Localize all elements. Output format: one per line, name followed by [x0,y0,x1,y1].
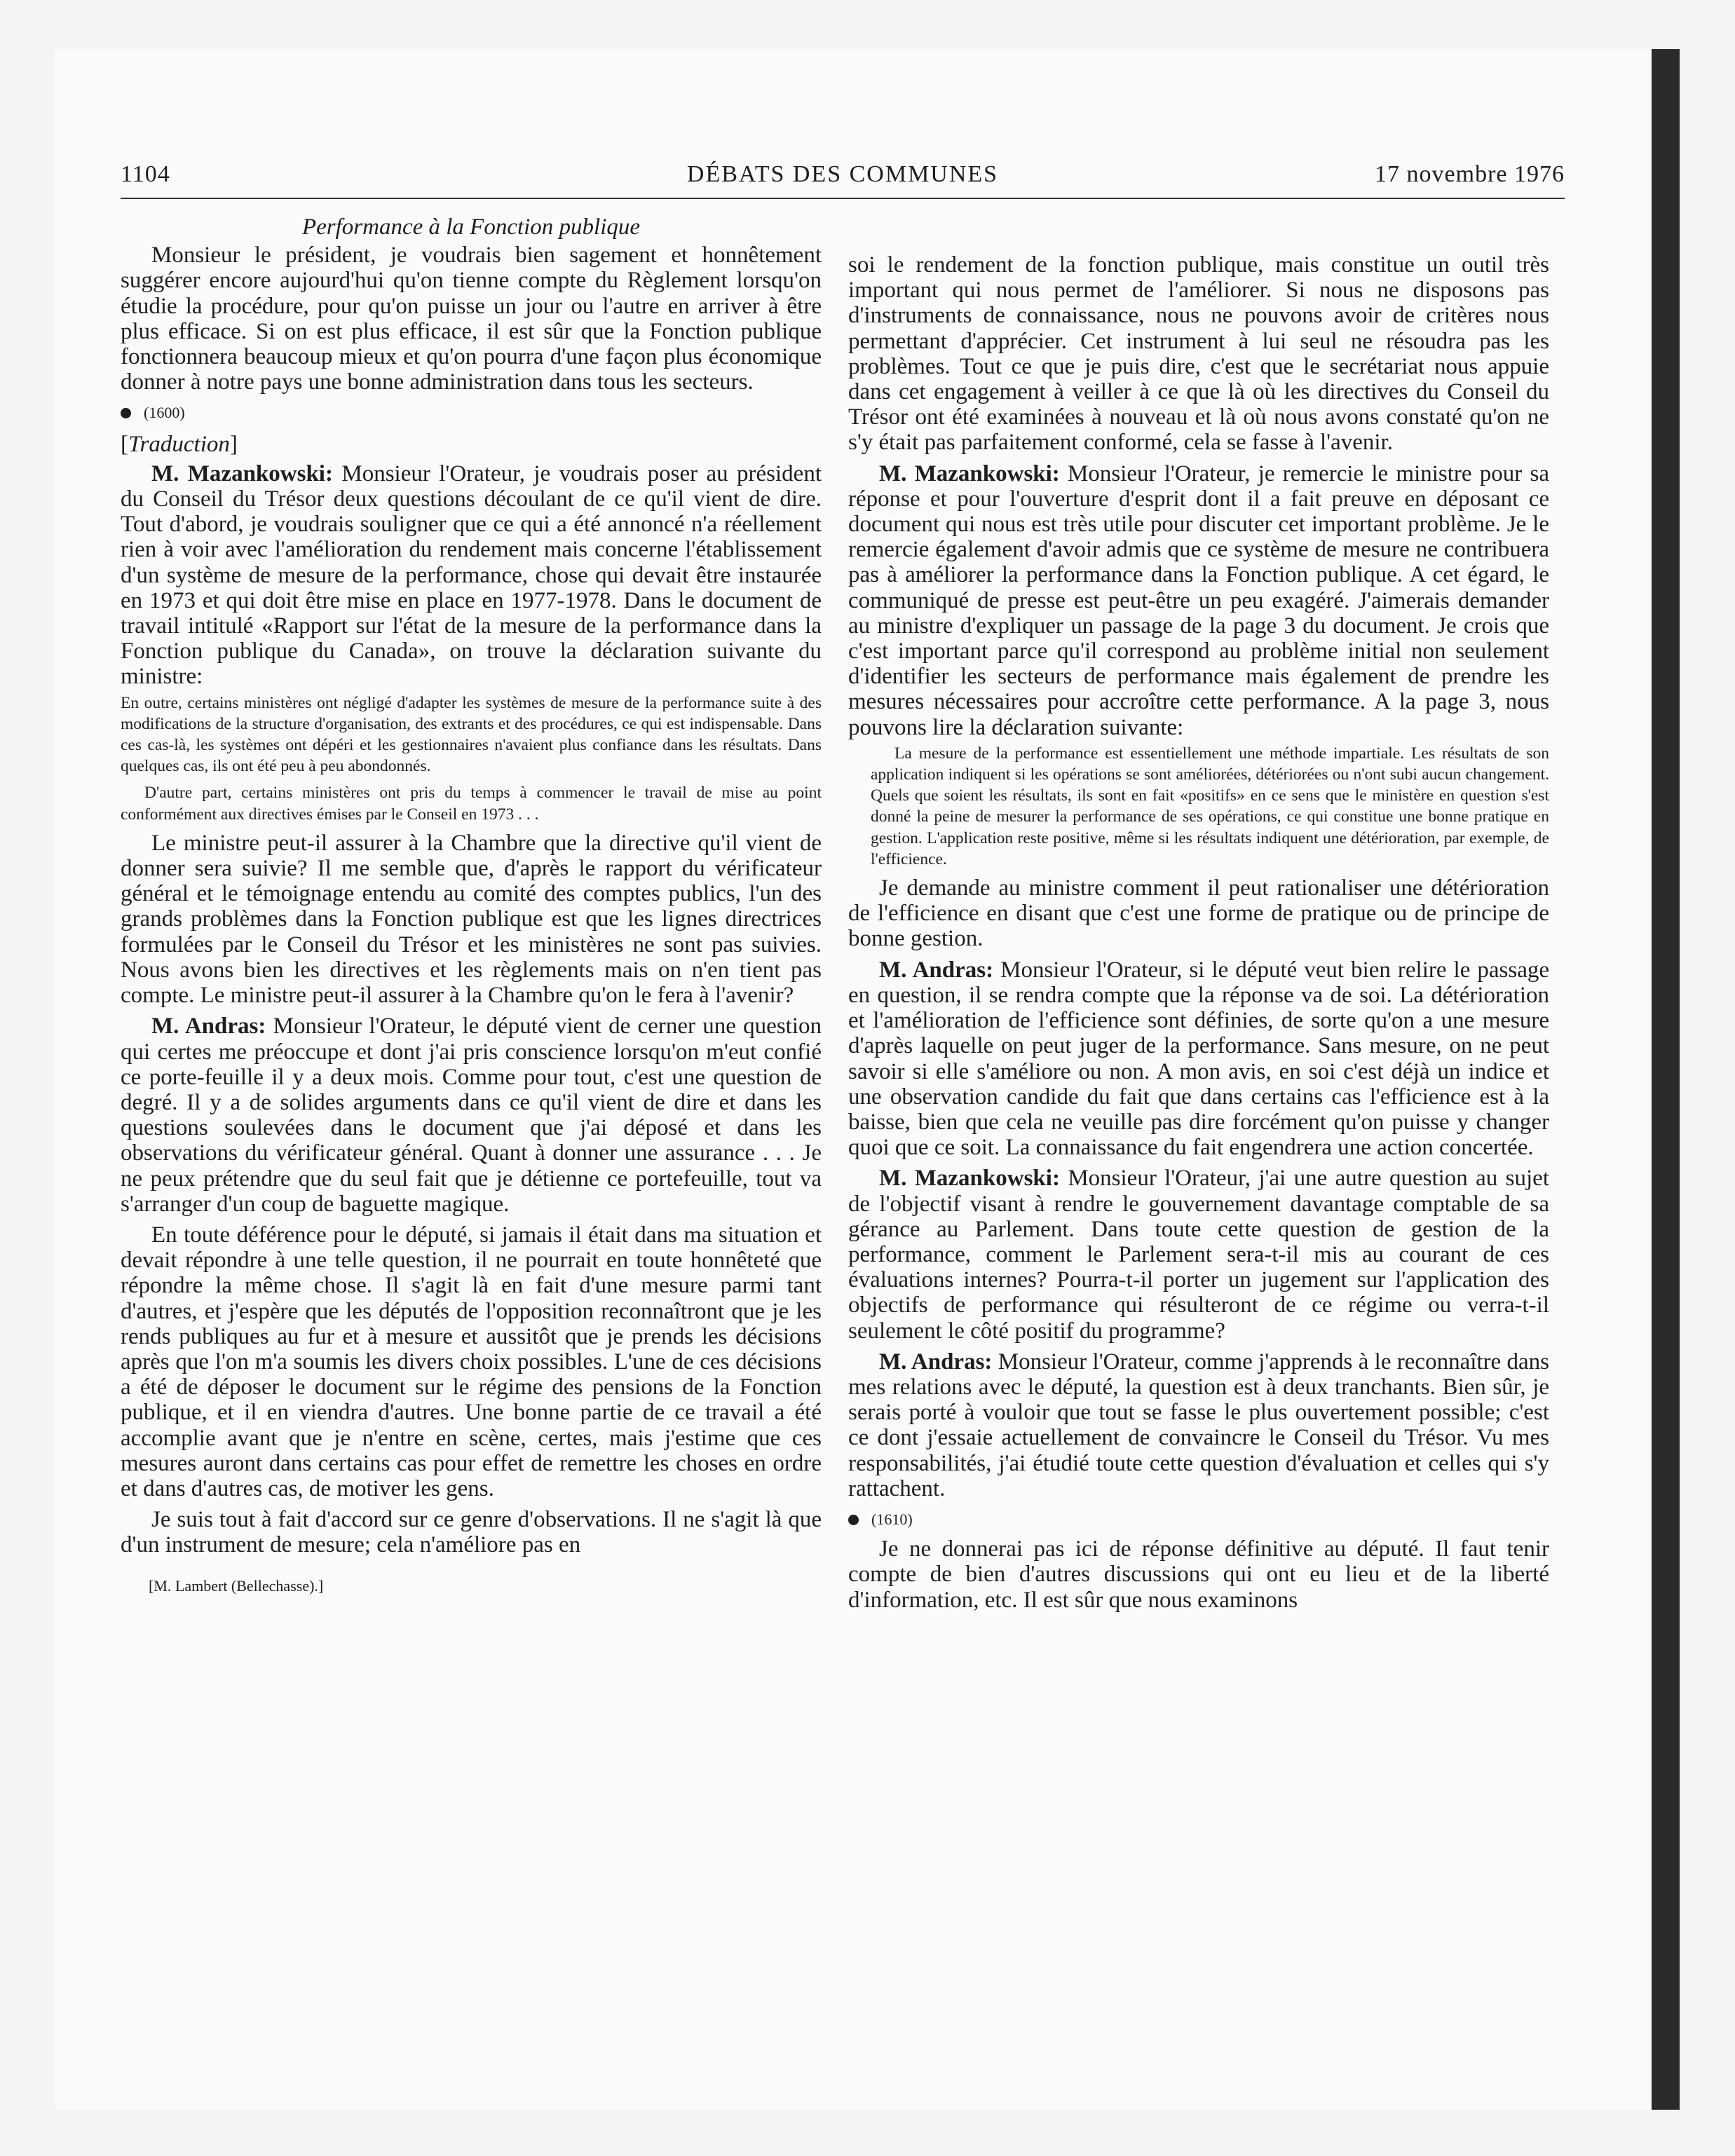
speech-paragraph [848,461,1549,740]
speaker-name: M. Mazankowski: [879,460,1060,486]
running-header [121,158,1565,199]
right-column [848,252,1549,1613]
time-stamp [121,400,822,425]
speaker-name: M. Andras: [151,1014,266,1039]
block-quote: D'autre part, certains ministères ont pris du temps à commencer le travail de mise au point conformément aux directives émises par le Conseil en 1973 . . . [121,784,822,824]
bullet-icon [121,408,131,418]
publication-title: DÉBATS DES COMMUNES [686,161,999,187]
speaker-name: M. Mazankowski: [151,460,333,486]
speech-paragraph [848,957,1549,1161]
speech-paragraph [121,1014,822,1217]
bullet-icon [848,1515,859,1525]
paragraph: Je ne donnerai pas ici de réponse définitive au député. Il faut tenir compte de bien d'autres discussions qui ont eu lieu et de la liberté d'information, etc. Il est sûr que nous examinons [848,1536,1549,1613]
paragraph: soi le rendement de la fonction publique, mais constitue un outil très important qui nous permet de l'améliorer. Si nous ne disposons pas d'instruments de connaissance, nous ne pouvons avoir de critères nous permettant d'apprécier. Cet instrument à lui seul ne résoudra pas les problèmes. Tout ce que je puis dire, c'est que le secrétariat nous appuie dans cet engagement à veiller à ce que là où les directives du Conseil du Trésor ont été examinées à nouveau et là où nous avons constaté qu'on ne s'y était pas parfaitement conformé, cela se fasse à l'avenir. [848,252,1549,456]
speech-paragraph [848,1166,1549,1343]
paragraph: Monsieur le président, je voudrais bien sagement et honnêtement suggérer encore aujourd'hui qu'on tienne compte du Règlement lorsqu'on étudie la procédure, pour qu'on puisse un jour ou l'autre en arriver à être plus efficace. Si on est plus efficace, il est sûr que la Fonction publique fonctionnera beaucoup mieux et qu'on pourra d'une façon plus économique donner à notre pays une bonne administration dans tous les secteurs. [121,243,822,395]
speaker-name: M. Andras: [879,1349,993,1374]
translation-label: Traduction [128,431,230,457]
speaker-name: M. Andras: [879,957,994,983]
speaker-name: M. Mazankowski: [879,1166,1060,1192]
time-stamp-text: (1600) [144,404,185,422]
paragraph: En toute déférence pour le député, si jamais il était dans ma situation et devait répondre à une telle question, il ne pourrait en toute honnêteté que répondre la même chose. Il s'agit là en fait d'une mesure parmi tant d'autres, et j'espère que les députés de l'opposition reconnaîtront que je les rends publiques au fur et à mesure et aussitôt que je prends les décisions après que l'on m'a soumis les divers choix possibles. L'une de ces décisions a été de déposer le document sur le régime des pensions de la Fonction publique, et il en viendra d'autres. Une bonne partie de ce travail a été accomplie avant que je n'entre en scène, certes, mais j'estime que ces mesures auront dans certains cas pour effet de remettre les choses en ordre et dans d'autres cas, de motiver les gens. [121,1222,822,1501]
footnote: [M. Lambert (Bellechasse).] [149,1576,324,1595]
translation-marker: [Traduction] [121,431,238,457]
speech-paragraph [848,1349,1549,1501]
speech-text: Monsieur l'Orateur, j'ai une autre question au sujet de l'objectif visant à rendre le gouvernement davantage comptable de sa gérance au Parlement. Dans toute cette question de gestion de la performance, comment le Parlement sera-t-il mis au courant de ces évaluations internes? Pourra-t-il porter un jugement sur l'application des objectifs de performance qui résulteront de ce régime ou verra-t-il seulement le côté positif du programme? [848,1166,1549,1344]
time-stamp [848,1507,1549,1532]
paragraph: Je suis tout à fait d'accord sur ce genre d'observations. Il ne s'agit là que d'un instrument de mesure; cela n'améliore pas en [121,1507,822,1558]
speech-text: Monsieur l'Orateur, comme j'apprends à le reconnaître dans mes relations avec le député, la question est à deux tranchants. Bien sûr, je serais porté à vouloir que tout se fasse le plus ouvertement possible; c'est ce dont j'essaie actuellement de convaincre le Conseil du Trésor. Vu mes responsabilités, j'ai étudié toute cette question d'évaluation et celles qui s'y rattachent. [848,1349,1550,1501]
section-subheading: Performance à la Fonction publique [301,214,641,240]
paragraph: Je demande au ministre comment il peut rationaliser une détérioration de l'efficience en disant que c'est une forme de pratique ou de principe de bonne gestion. [848,875,1549,952]
block-quote: La mesure de la performance est essentiellement une méthode impartiale. Les résultats de son application indiquent si les opérations se sont améliorées, détériorées ou n'ont subi aucun changement. Quels que soient les résultats, ils sont en fait «positifs» en ce sens que le ministère en question s'est donné la peine de mesurer la performance de ses opérations, ce qui constitue une bonne pratique en gestion. L'application reste positive, même si les résultats indiquent une détérioration, par exemple, de l'efficience. [871,744,1549,868]
paragraph: Le ministre peut-il assurer à la Chambre que la directive qu'il vient de donner sera suivie? Il me semble que, d'après le rapport du vérificateur général et le témoignage entendu au comité des comptes publics, l'un des grands problèmes dans la Fonction publique est que les lignes directrices formulées par le Conseil du Trésor et les ministères ne sont pas suivies. Nous avons bien les directives et les règlements mais on n'en tient pas compte. Le ministre peut-il assurer à la Chambre qu'on le fera à l'avenir? [121,830,822,1009]
issue-date: 17 novembre 1976 [1375,161,1565,187]
speech-text: Monsieur l'Orateur, je voudrais poser au président du Conseil du Trésor deux questions découlant de ce qu'il vient de dire. Tout d'abord, je voudrais souligner que ce qui a été annoncé n'a réellement rien à voir avec l'amélioration du rendement mais concerne l'établissement d'un système de mesure de la performance, chose qui devait être instaurée en 1973 et qui doit être mise en place en 1977-1978. Dans le document de travail intitulé «Rapport sur l'état de la mesure de la performance dans la Fonction publique du Canada», on trouve la déclaration suivante du ministre: [121,460,822,690]
speech-text: Monsieur l'Orateur, si le député veut bien relire le passage en question, il se rendra compte que la réponse va de soi. La détérioration et l'amélioration de l'efficience sont définies, de sorte qu'on a une mesure d'après laquelle on peut juger de la performance. Sans mesure, on ne peut savoir si elle s'améliore ou non. A mon avis, en soi c'est déjà un indice et une observation candide du fait que dans certains cas l'efficience est à la baisse, bien que cela ne veuille pas dire forcément qu'on puisse y changer quoi que ce soit. La connaissance du fait engendrera une action concertée. [848,957,1549,1161]
speech-paragraph [121,461,822,690]
time-stamp-text: (1610) [871,1510,913,1528]
page-number: 1104 [121,161,170,187]
left-column [121,210,822,1599]
speech-text: Monsieur l'Orateur, le député vient de cerner une question qui certes me préoccupe et dont j'ai pris conscience lorsqu'on m'eut confié ce porte-feuille il y a deux mois. Comme pour tout, c'est une question de degré. Il y a de solides arguments dans ce qu'il vient de dire et dans les questions soulevées dans le document que j'ai déposé et dans les observations du vérificateur général. Quant à donner une assurance . . . Je ne peux prétendre que du seul fait que je détienne ce portefeuille, tout va s'arranger d'un coup de baguette magique. [121,1014,822,1217]
speech-text: Monsieur l'Orateur, je remercie le ministre pour sa réponse et pour l'ouverture d'esprit dont il a fait preuve en déposant ce document qui nous est très utile pour discuter cet important problème. Je le remercie également d'avoir admis que ce système de mesure ne contribuera pas à améliorer la performance dans la Fonction publique. A cet égard, le communiqué de presse est peut-être un peu exagéré. J'aimerais demander au ministre d'expliquer un passage de la page 3 du document. Je crois que c'est important parce qu'il correspond au problème initial non seulement d'identifier les secteurs de performance mais également de prendre les mesures nécessaires pour accroître cette performance. A la page 3, nous pouvons lire la déclaration suivante: [848,460,1549,740]
block-quote: En outre, certains ministères ont négligé d'adapter les systèmes de mesure de la performance suite à des modifications de la structure d'organisation, des extrants et des procédures, ce qui est indispensable. Dans ces cas-là, les systèmes ont dépéri et les gestionnaires n'avaient plus confiance dans les résultats. Dans quelques cas, ils ont été peu à peu abondonnés. [121,693,822,776]
